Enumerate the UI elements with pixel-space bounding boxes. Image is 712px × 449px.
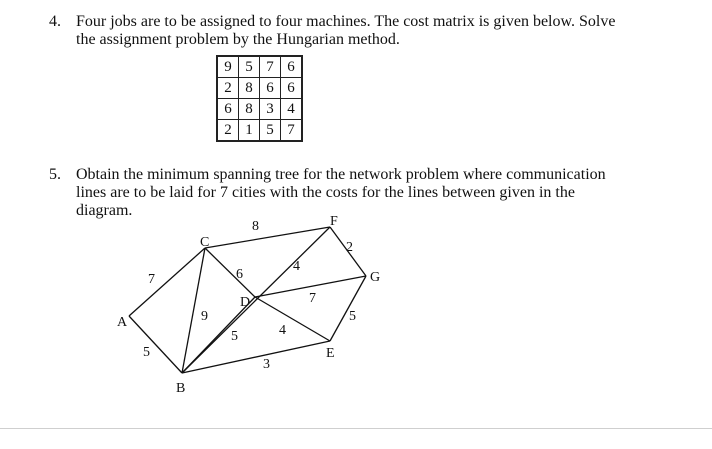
node-label-f: F xyxy=(330,214,338,229)
matrix-cell: 8 xyxy=(239,99,260,120)
edge-cost-b-f: 4 xyxy=(293,259,300,274)
matrix-cell: 6 xyxy=(218,99,239,120)
matrix-cell: 3 xyxy=(260,99,281,120)
edge-cost-c-b: 9 xyxy=(201,309,208,324)
question-4-text: Four jobs are to be assigned to four machines. The cost matrix is given below. Solve the assignment problem by the Hungarian method. xyxy=(76,13,616,48)
matrix-cell: 6 xyxy=(260,78,281,99)
edge-cost-b-d: 5 xyxy=(231,329,238,344)
page-divider xyxy=(0,428,712,429)
matrix-cell: 2 xyxy=(218,120,239,141)
matrix-cell: 9 xyxy=(218,57,239,78)
question-5-text: Obtain the minimum spanning tree for the network problem where communication lines are to be laid for 7 cities with the costs for the lines between given in the diagram. xyxy=(76,166,606,219)
edge-cost-a-b: 5 xyxy=(143,345,150,360)
matrix-cell: 6 xyxy=(281,57,302,78)
edge-c-d xyxy=(205,248,255,297)
node-label-e: E xyxy=(326,346,335,361)
question-4-number: 4. xyxy=(49,13,61,30)
matrix-cell: 2 xyxy=(218,78,239,99)
edge-cost-d-e: 4 xyxy=(279,323,286,338)
node-label-d: D xyxy=(240,295,251,310)
edge-a-c xyxy=(129,248,205,316)
matrix-cell: 4 xyxy=(281,99,302,120)
edge-a-b xyxy=(129,316,182,373)
matrix-cell: 1 xyxy=(239,120,260,141)
edge-d-e xyxy=(255,297,330,341)
node-label-g: G xyxy=(370,270,381,285)
edge-cost-a-c: 7 xyxy=(148,272,155,287)
matrix-cell: 5 xyxy=(239,57,260,78)
question-5-number: 5. xyxy=(49,166,61,183)
matrix-cell: 6 xyxy=(281,78,302,99)
edge-cost-b-e: 3 xyxy=(263,357,270,372)
edge-cost-c-f: 8 xyxy=(252,219,259,234)
matrix-cell: 7 xyxy=(281,120,302,141)
matrix-cell: 8 xyxy=(239,78,260,99)
node-label-c: C xyxy=(200,235,210,250)
node-label-b: B xyxy=(176,381,186,396)
edge-cost-c-d: 6 xyxy=(236,267,243,282)
edge-e-g xyxy=(330,276,366,341)
matrix-cell: 7 xyxy=(260,57,281,78)
node-label-a: A xyxy=(117,315,128,330)
matrix-cell: 5 xyxy=(260,120,281,141)
edge-cost-f-g: 2 xyxy=(346,240,353,255)
edge-cost-d-g: 7 xyxy=(309,291,316,306)
edge-b-e xyxy=(182,341,330,373)
edge-cost-e-g: 5 xyxy=(349,309,356,324)
